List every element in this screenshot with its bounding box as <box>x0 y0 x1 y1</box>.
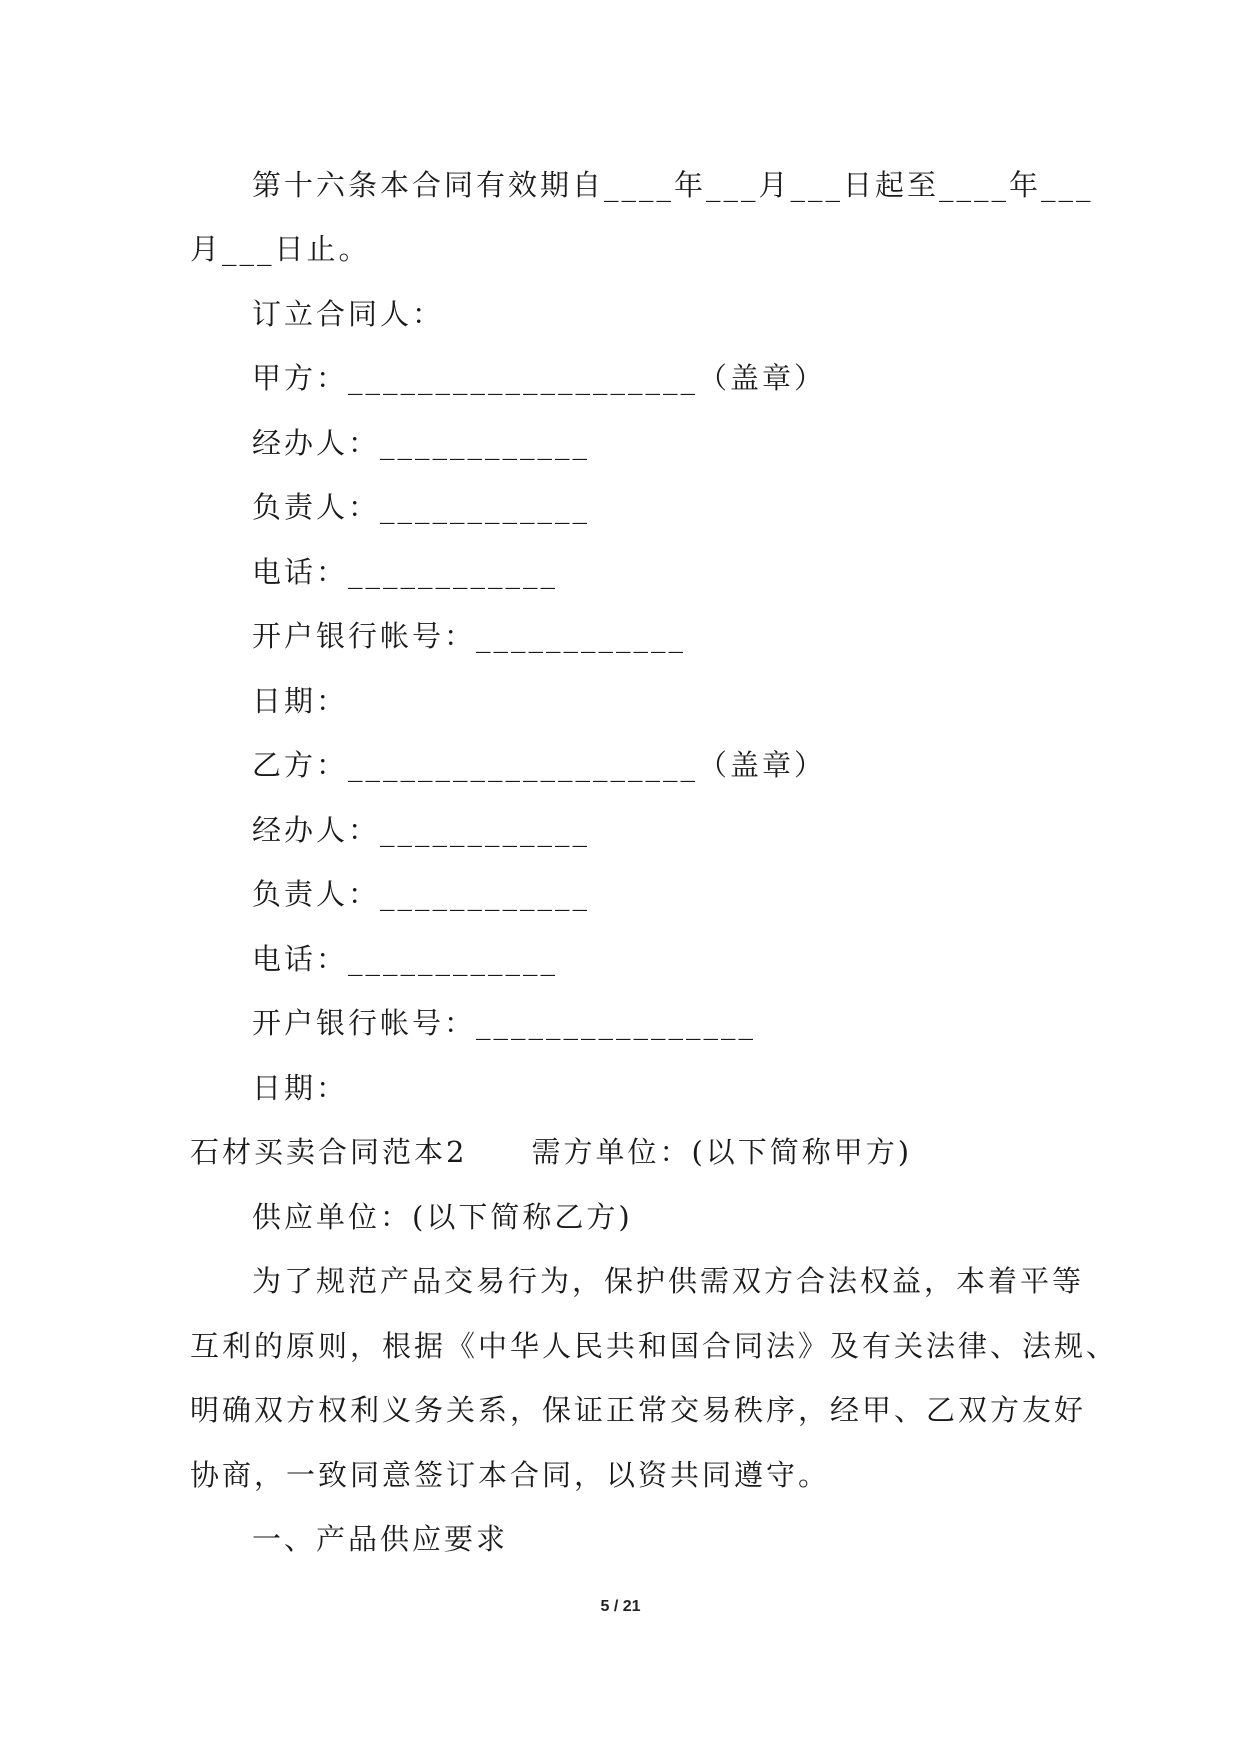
party-a-bank-account-field: 开户银行帐号：____________ <box>252 619 687 653</box>
party-b-responsible-field: 负责人：____________ <box>252 877 591 911</box>
party-a-phone-field: 电话：____________ <box>252 555 559 589</box>
section-heading-product-supply: 一、产品供应要求 <box>252 1522 509 1556</box>
party-a-field: 甲方：____________________（盖章） <box>252 361 827 395</box>
preamble-paragraph-line-2: 互利的原则，根据《中华人民共和国合同法》及有关法律、法规、 <box>190 1329 1119 1363</box>
party-a-date-field: 日期： <box>252 684 349 718</box>
supplier-unit-line: 供应单位：(以下简称乙方) <box>252 1200 633 1234</box>
preamble-paragraph-line-3: 明确双方权利义务关系，保证正常交易秩序，经甲、乙双方友好 <box>190 1393 1087 1427</box>
party-b-phone-field: 电话：____________ <box>252 942 559 976</box>
contract-validity-clause-end: 月___日止。 <box>190 232 371 266</box>
page-number: 5 / 21 <box>600 1598 641 1615</box>
party-a-responsible-field: 负责人：____________ <box>252 490 591 524</box>
contract-validity-clause: 第十六条本合同有效期自____年___月___日起至____年___ <box>252 168 1094 202</box>
second-contract-title: 石材买卖合同范本2 需方单位：(以下简称甲方) <box>190 1135 913 1169</box>
party-b-bank-account-field: 开户银行帐号：________________ <box>252 1006 757 1040</box>
party-b-date-field: 日期： <box>252 1071 349 1105</box>
party-b-agent-field: 经办人：____________ <box>252 813 591 847</box>
preamble-paragraph-line-1: 为了规范产品交易行为，保护供需双方合法权益，本着平等 <box>252 1264 1085 1298</box>
party-a-agent-field: 经办人：____________ <box>252 426 591 460</box>
party-b-field: 乙方：____________________（盖章） <box>252 748 827 782</box>
preamble-paragraph-line-4: 协商，一致同意签订本合同，以资共同遵守。 <box>190 1458 831 1492</box>
signing-parties-heading: 订立合同人： <box>252 297 445 331</box>
